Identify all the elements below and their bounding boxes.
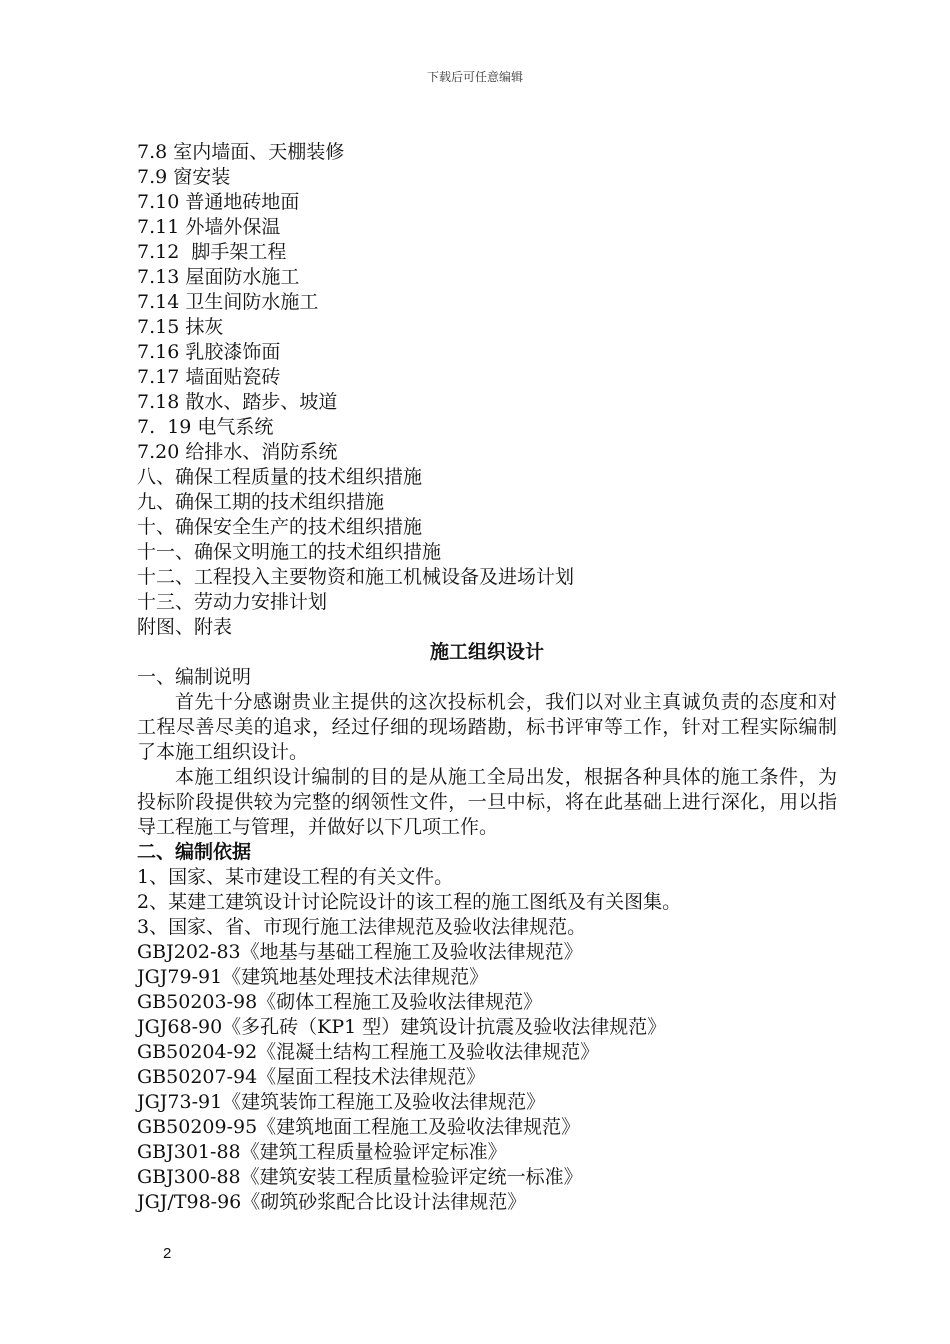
toc-item: 7. 19 电气系统 — [137, 416, 274, 438]
section-heading-2: 二、编制依据 — [137, 841, 252, 863]
toc-item: 7.20 给排水、消防系统 — [137, 441, 338, 463]
toc-item: 7.10 普通地砖地面 — [137, 191, 300, 213]
list-item: GBJ300-88《建筑安装工程质量检验评定统一标准》 — [137, 1166, 583, 1188]
toc-item: 八、确保工程质量的技术组织措施 — [137, 466, 423, 488]
list-item: 2、某建工建筑设计讨论院设计的该工程的施工图纸及有关图集。 — [137, 891, 682, 913]
list-item: GB50209-95《建筑地面工程施工及验收法律规范》 — [137, 1116, 581, 1138]
list-item: GB50203-98《砌体工程施工及验收法律规范》 — [137, 991, 543, 1013]
toc-item: 7.15 抹灰 — [137, 316, 224, 338]
list-item: JGJ73-91《建筑装饰工程施工及验收法律规范》 — [137, 1091, 546, 1113]
list-item: GBJ301-88《建筑工程质量检验评定标准》 — [137, 1141, 507, 1163]
toc-item: 7.16 乳胶漆饰面 — [137, 341, 281, 363]
basis-list — [137, 865, 837, 1215]
toc-item: 7.12 脚手架工程 — [137, 241, 287, 263]
toc-item: 附图、附表 — [137, 616, 233, 638]
list-item: GB50204-92《混凝土结构工程施工及验收法律规范》 — [137, 1041, 600, 1063]
toc-item: 7.17 墙面贴瓷砖 — [137, 366, 281, 388]
document-body — [137, 140, 837, 1215]
section-heading-1: 一、编制说明 — [137, 666, 252, 688]
page-header: 下载后可任意编辑 — [426, 70, 523, 84]
list-item: 1、国家、某市建设工程的有关文件。 — [137, 866, 454, 888]
toc-item: 十一、确保文明施工的技术组织措施 — [137, 541, 442, 563]
main-title: 施工组织设计 — [429, 641, 544, 663]
list-item: JGJ/T98-96《砌筑砂浆配合比设计法律规范》 — [137, 1191, 527, 1213]
toc-item: 7.11 外墙外保温 — [137, 216, 281, 238]
toc-item: 7.18 散水、踏步、坡道 — [137, 391, 338, 413]
list-item: GBJ202-83《地基与基础工程施工及验收法律规范》 — [137, 941, 583, 963]
table-of-contents — [137, 140, 837, 640]
toc-item: 十、确保安全生产的技术组织措施 — [137, 516, 423, 538]
list-item: JGJ79-91《建筑地基处理技术法律规范》 — [137, 966, 489, 988]
paragraph: 首先十分感谢贵业主提供的这次投标机会，我们以对业主真诚负责的态度和对工程尽善尽美的追求，经过仔细的现场踏勘，标书评审等工作，针对工程实际编制了本施工组织设计。 — [137, 691, 837, 763]
list-item: JGJ68-90《多孔砖（KP1 型）建筑设计抗震及验收法律规范》 — [137, 1016, 667, 1038]
toc-item: 7.13 屋面防水施工 — [137, 266, 300, 288]
toc-item: 7.14 卫生间防水施工 — [137, 291, 319, 313]
toc-item: 7.9 窗安装 — [137, 166, 231, 188]
list-item: 3、国家、省、市现行施工法律规范及验收法律规范。 — [137, 916, 587, 938]
paragraph: 本施工组织设计编制的目的是从施工全局出发，根据各种具体的施工条件，为投标阶段提供较为完整的纲领性文件，一旦中标，将在此基础上进行深化，用以指导工程施工与管理，并做好以下几项工作。 — [137, 766, 837, 838]
toc-item: 十三、劳动力安排计划 — [137, 591, 328, 613]
toc-item: 7.8 室内墙面、天棚装修 — [137, 141, 345, 163]
toc-item: 十二、工程投入主要物资和施工机械设备及进场计划 — [137, 566, 575, 588]
list-item: GB50207-94《屋面工程技术法律规范》 — [137, 1066, 486, 1088]
page-number: 2 — [163, 1245, 172, 1262]
toc-item: 九、确保工期的技术组织措施 — [137, 491, 385, 513]
